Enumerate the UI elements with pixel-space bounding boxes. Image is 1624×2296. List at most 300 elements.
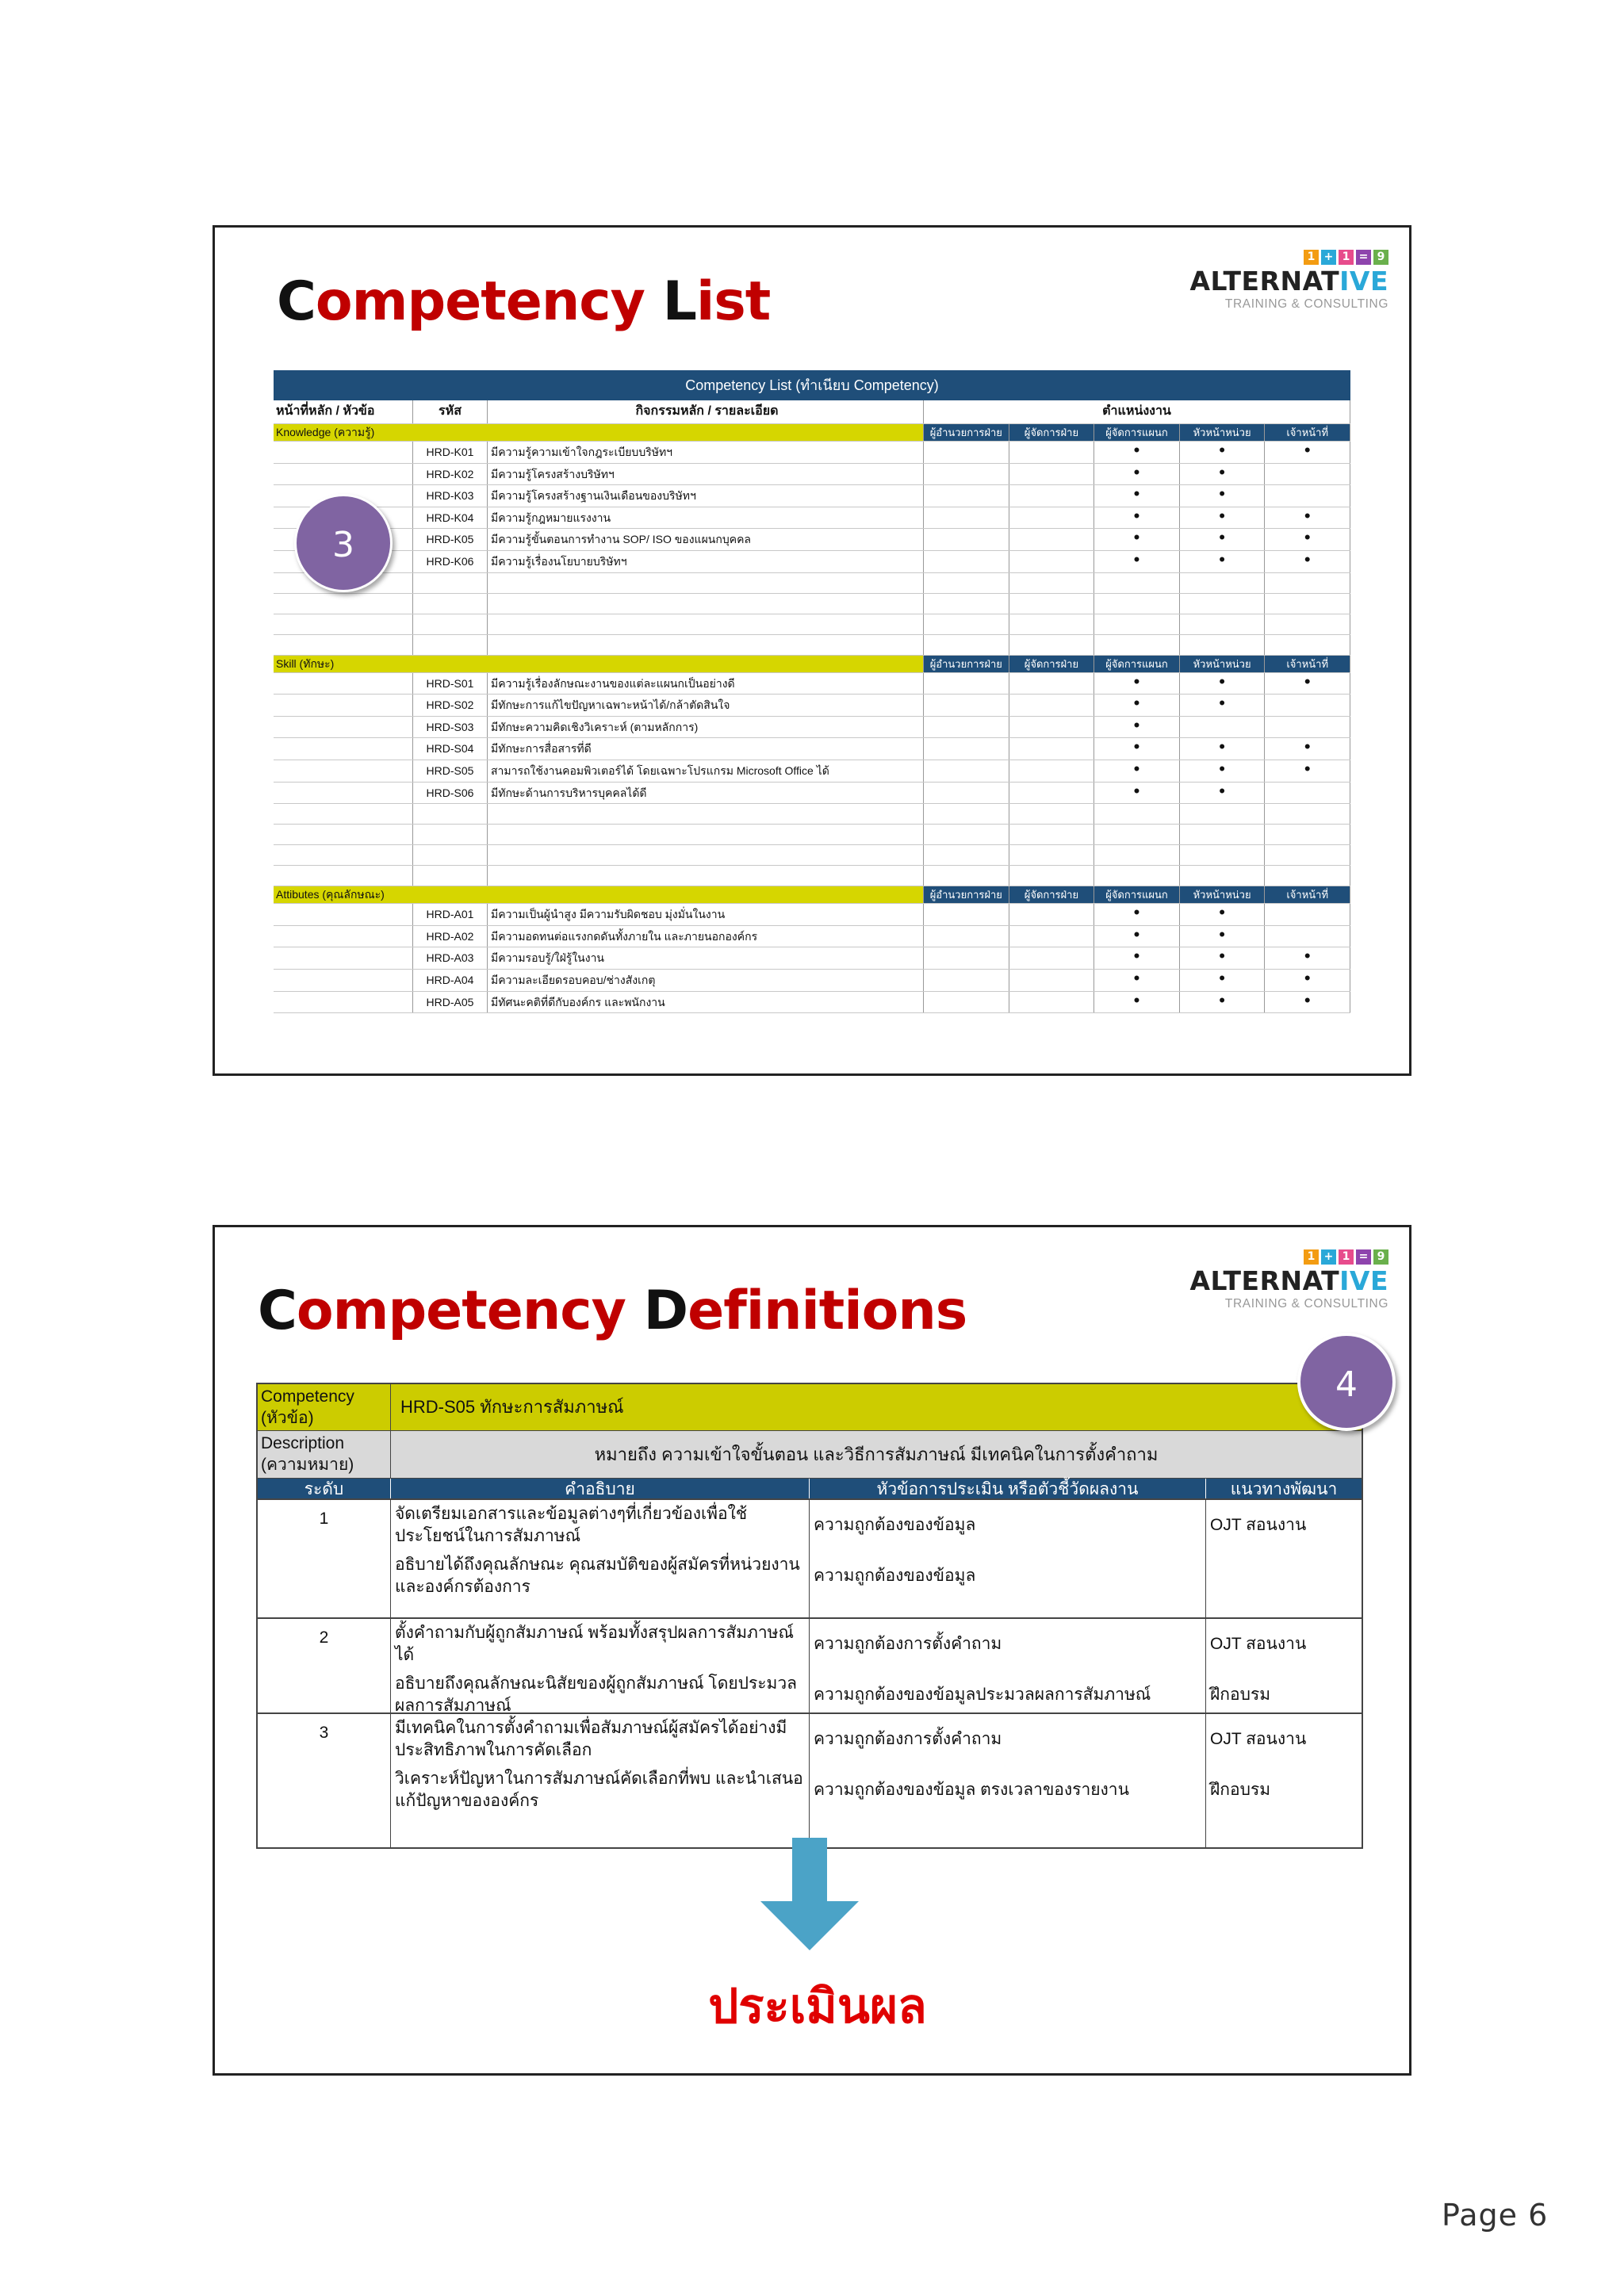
competency-label: Competency (หัวข้อ) [258, 1384, 391, 1430]
blank-cell [1094, 614, 1180, 634]
bullet-mark: • [1219, 782, 1225, 801]
position-header: ผู้จัดการแผนก [1094, 886, 1180, 903]
position-cell [924, 442, 1009, 463]
blank-cell [413, 635, 488, 655]
area-cell [274, 783, 413, 804]
logo-box: 1 [1339, 250, 1354, 265]
table-row [274, 673, 1350, 695]
position-cell [1180, 760, 1266, 782]
header-area: หน้าที่หลัก / หัวข้อ [274, 400, 413, 423]
position-cell [1265, 783, 1350, 804]
blank-cell [1009, 825, 1095, 844]
logo-subtitle: TRAINING & CONSULTING [1224, 297, 1388, 311]
position-cell [1265, 464, 1350, 485]
position-header: ผู้จัดการฝ่าย [1009, 656, 1095, 672]
table-banner: Competency List (ทำเนียบ Competency) [274, 370, 1350, 400]
area-cell [274, 738, 413, 760]
position-cell [1265, 760, 1350, 782]
activity-cell: มีความรู้เรื่องนโยบายบริษัทฯ [488, 551, 924, 572]
bullet-mark: • [1219, 947, 1225, 966]
blank-cell [1009, 804, 1095, 824]
table-row [274, 485, 1350, 507]
position-cell [924, 970, 1009, 991]
table-row [274, 904, 1350, 926]
criteria-cell-text: ความถูกต้องการตั้งคำถาม [814, 1635, 1002, 1653]
bullet-mark: • [1133, 969, 1140, 988]
position-cell [1265, 970, 1350, 991]
bullet-mark: • [1304, 760, 1311, 779]
category-row [274, 424, 1350, 442]
blank-row [274, 635, 1350, 656]
blank-cell [1094, 594, 1180, 614]
activity-cell: มีความเป็นผู้นำสูง มีความรับผิดชอบ มุ่งมั่นในงาน [488, 904, 924, 925]
criteria-cell-text: ความถูกต้องของข้อมูล [814, 1567, 976, 1585]
development-cell-text [1210, 1554, 1358, 1598]
step-badge: 4 [1297, 1333, 1396, 1431]
activity-cell: มีความรู้ความเข้าใจกฎระเบียบบริษัทฯ [488, 442, 924, 463]
position-cell [1180, 464, 1266, 485]
description-cell-text: อธิบายถึงคุณลักษณะนิสัยของผู้ถูกสัมภาษณ์ โดยประมวลผลการสัมภาษณ์ [395, 1674, 798, 1715]
code-cell: HRD-A04 [413, 970, 488, 991]
bullet-mark: • [1133, 550, 1140, 569]
area-cell [274, 970, 413, 991]
position-header: ผู้จัดการแผนก [1094, 656, 1180, 672]
blank-cell [488, 866, 924, 886]
position-cell [1180, 970, 1266, 991]
bullet-mark: • [1304, 442, 1311, 460]
criteria-cell [810, 1619, 1206, 1712]
bullet-mark: • [1304, 738, 1311, 757]
bullet-mark: • [1133, 529, 1140, 548]
position-cell [1265, 904, 1350, 925]
blank-cell [274, 594, 413, 614]
bullet-mark: • [1133, 463, 1140, 482]
code-cell: HRD-A02 [413, 926, 488, 947]
activity-cell: มีความละเอียดรอบคอบ/ช่างสังเกตุ [488, 970, 924, 991]
area-cell [274, 992, 413, 1013]
code-cell: HRD-K04 [413, 507, 488, 529]
definition-body [256, 1500, 1363, 1849]
competency-row [256, 1383, 1363, 1430]
bullet-mark: • [1219, 904, 1225, 923]
blank-row [274, 845, 1350, 866]
bullet-mark: • [1133, 695, 1140, 714]
position-cell [1265, 551, 1350, 572]
position-cell [1265, 738, 1350, 760]
blank-cell [1009, 635, 1095, 655]
down-arrow-icon [760, 1838, 859, 1950]
bullet-mark: • [1133, 904, 1140, 923]
logo-box: 9 [1373, 1249, 1388, 1265]
position-cell [1009, 507, 1095, 529]
position-cell [1265, 695, 1350, 716]
position-cell [1180, 507, 1266, 529]
blank-cell [274, 866, 413, 886]
position-cell [1009, 485, 1095, 507]
logo-subtitle: TRAINING & CONSULTING [1224, 1297, 1388, 1311]
blank-cell [1265, 804, 1350, 824]
activity-cell: มีความอดทนต่อแรงกดดันทั้งภายใน และภายนอกองค์กร [488, 926, 924, 947]
position-cell [1009, 695, 1095, 716]
table-row [274, 760, 1350, 783]
code-cell: HRD-A03 [413, 947, 488, 969]
bullet-mark: • [1219, 507, 1225, 526]
area-cell [274, 926, 413, 947]
table-row [274, 970, 1350, 992]
blank-cell [924, 635, 1009, 655]
activity-cell: มีความรู้โครงสร้างฐานเงินเดือนของบริษัทฯ [488, 485, 924, 507]
blank-row [274, 866, 1350, 886]
logo-box: = [1356, 250, 1371, 265]
title-initial: C [258, 1280, 297, 1342]
position-header: หัวหน้าหน่วย [1180, 656, 1266, 672]
blank-cell [1265, 635, 1350, 655]
bullet-mark: • [1133, 738, 1140, 757]
blank-cell [1180, 594, 1266, 614]
blank-cell [1009, 866, 1095, 886]
position-cell [924, 551, 1009, 572]
blank-cell [1180, 635, 1266, 655]
level-row [256, 1619, 1363, 1714]
table-row [274, 992, 1350, 1014]
bullet-mark: • [1219, 485, 1225, 504]
position-cell [924, 926, 1009, 947]
description-cell [391, 1500, 810, 1617]
position-cell [1265, 717, 1350, 738]
title-rest-2: ist [695, 270, 771, 333]
logo-wordmark: ALTERNATIVE [1189, 1265, 1388, 1296]
bullet-mark: • [1219, 529, 1225, 548]
logo-number-boxes [1304, 1249, 1388, 1265]
position-cell [1180, 926, 1266, 947]
blank-cell [1009, 573, 1095, 593]
position-cell [1094, 783, 1180, 804]
position-cell [924, 947, 1009, 969]
position-cell [1009, 760, 1095, 782]
blank-cell [924, 866, 1009, 886]
position-cell [1265, 947, 1350, 969]
development-cell-text: OJT สอนงาน [1210, 1516, 1307, 1534]
blank-cell [488, 845, 924, 865]
position-cell [1009, 926, 1095, 947]
blank-cell [1009, 594, 1095, 614]
blank-cell [924, 845, 1009, 865]
table-row [274, 442, 1350, 464]
level-cell: 2 [258, 1619, 391, 1712]
position-cell [1094, 529, 1180, 550]
blank-cell [1094, 804, 1180, 824]
code-cell: HRD-S03 [413, 717, 488, 738]
header-criteria: หัวข้อการประเมิน หรือตัวชี้วัดผลงาน [810, 1479, 1206, 1498]
header-positions: ตำแหน่งงาน [924, 400, 1350, 423]
position-cell [1009, 904, 1095, 925]
blank-cell [413, 614, 488, 634]
blank-cell [488, 614, 924, 634]
blank-cell [488, 635, 924, 655]
blank-cell [488, 594, 924, 614]
table-row [274, 717, 1350, 739]
bullet-mark: • [1219, 969, 1225, 988]
position-cell [1009, 464, 1095, 485]
blank-cell [924, 804, 1009, 824]
position-cell [1094, 717, 1180, 738]
table-row [274, 464, 1350, 486]
bullet-mark: • [1219, 463, 1225, 482]
blank-cell [1265, 614, 1350, 634]
position-cell [924, 760, 1009, 782]
code-cell: HRD-S06 [413, 783, 488, 804]
code-cell: HRD-K06 [413, 551, 488, 572]
position-cell [1265, 673, 1350, 695]
criteria-cell [810, 1500, 1206, 1617]
blank-row [274, 825, 1350, 845]
activity-cell: มีทักษะด้านการบริหารบุคคลได้ดี [488, 783, 924, 804]
criteria-cell-text: ความถูกต้องของข้อมูล [814, 1516, 976, 1534]
position-cell [1094, 507, 1180, 529]
blank-cell [413, 825, 488, 844]
blank-cell [413, 573, 488, 593]
title-initial-2: D [643, 1280, 688, 1342]
bullet-mark: • [1133, 925, 1140, 944]
activity-cell: มีความรอบรู้/ใฝ่รู้ในงาน [488, 947, 924, 969]
company-logo [1189, 250, 1392, 313]
logo-box: + [1321, 250, 1336, 265]
activity-cell: มีทักษะความคิดเชิงวิเคราะห์ (ตามหลักการ) [488, 717, 924, 738]
code-cell: HRD-S05 [413, 760, 488, 782]
position-cell [1094, 760, 1180, 782]
position-cell [1180, 485, 1266, 507]
category-label: Attibutes (คุณลักษณะ) [274, 886, 924, 903]
blank-cell [413, 845, 488, 865]
criteria-cell [810, 1714, 1206, 1847]
title-rest: ompetency [315, 270, 663, 333]
code-cell: HRD-K03 [413, 485, 488, 507]
code-cell: HRD-A01 [413, 904, 488, 925]
bullet-mark: • [1304, 991, 1311, 1010]
development-cell-text: OJT สอนงาน [1210, 1635, 1307, 1653]
logo-box: = [1356, 1249, 1371, 1265]
blank-cell [488, 825, 924, 844]
code-cell: HRD-K02 [413, 464, 488, 485]
area-cell [274, 673, 413, 695]
activity-cell: มีความรู้โครงสร้างบริษัทฯ [488, 464, 924, 485]
bullet-mark: • [1304, 507, 1311, 526]
code-cell: HRD-K01 [413, 442, 488, 463]
table-body [274, 424, 1350, 1013]
code-cell: HRD-S04 [413, 738, 488, 760]
blank-cell [1180, 804, 1266, 824]
bullet-mark: • [1133, 760, 1140, 779]
position-cell [1094, 992, 1180, 1013]
position-header: ผู้อำนวยการฝ่าย [924, 424, 1009, 441]
description-label: Description (ความหมาย) [258, 1431, 391, 1478]
table-row [274, 738, 1350, 760]
description-cell [391, 1714, 810, 1847]
blank-row [274, 594, 1350, 614]
description-cell-text: จัดเตรียมเอกสารและข้อมูลต่างๆที่เกี่ยวข้องเพื่อใช้ประโยชน์ในการสัมภาษณ์ [395, 1505, 748, 1545]
competency-list-table [274, 370, 1350, 1020]
bullet-mark: • [1304, 672, 1311, 691]
logo-number-boxes [1304, 250, 1388, 265]
blank-row [274, 804, 1350, 825]
blank-cell [274, 635, 413, 655]
table-row [274, 947, 1350, 970]
position-cell [1009, 947, 1095, 969]
area-cell [274, 442, 413, 463]
evaluation-label: ประเมินผล [708, 1979, 927, 2034]
position-cell [1094, 947, 1180, 969]
activity-cell: มีความรู้กฎหมายแรงงาน [488, 507, 924, 529]
blank-cell [1180, 614, 1266, 634]
position-cell [1180, 442, 1266, 463]
table-row [274, 783, 1350, 805]
position-cell [1265, 926, 1350, 947]
description-cell-text: วิเคราะห์ปัญหาในการสัมภาษณ์คัดเลือกที่พบ และนำเสนอแก้ปัญหาขององค์กร [395, 1770, 803, 1810]
blank-cell [1265, 825, 1350, 844]
blank-cell [1094, 635, 1180, 655]
position-cell [1009, 783, 1095, 804]
development-cell-text: OJT สอนงาน [1210, 1730, 1307, 1748]
blank-cell [1180, 825, 1266, 844]
level-row [256, 1714, 1363, 1849]
bullet-mark: • [1219, 672, 1225, 691]
bullet-mark: • [1219, 760, 1225, 779]
title-initial-2: L [662, 270, 696, 333]
position-cell [924, 673, 1009, 695]
bullet-mark: • [1304, 969, 1311, 988]
position-cell [924, 464, 1009, 485]
position-header: เจ้าหน้าที่ [1265, 424, 1350, 441]
bullet-mark: • [1133, 716, 1140, 735]
code-cell: HRD-A05 [413, 992, 488, 1013]
area-cell [274, 695, 413, 716]
table-row [274, 529, 1350, 551]
table-row [274, 507, 1350, 530]
bullet-mark: • [1304, 529, 1311, 548]
bullet-mark: • [1133, 442, 1140, 460]
bullet-mark: • [1304, 947, 1311, 966]
blank-cell [413, 866, 488, 886]
position-cell [1094, 970, 1180, 991]
bullet-mark: • [1219, 442, 1225, 460]
position-header: ผู้อำนวยการฝ่าย [924, 886, 1009, 903]
category-row [274, 656, 1350, 673]
blank-cell [1265, 845, 1350, 865]
position-header: ผู้อำนวยการฝ่าย [924, 656, 1009, 672]
position-cell [1009, 992, 1095, 1013]
slide-title [258, 1280, 967, 1342]
position-cell [1180, 717, 1266, 738]
header-activity: กิจกรรมหลัก / รายละเอียด [488, 400, 924, 423]
development-cell-text: ฝึกอบรม [1210, 1781, 1271, 1799]
blank-cell [274, 804, 413, 824]
blank-cell [924, 825, 1009, 844]
blank-cell [1009, 845, 1095, 865]
criteria-cell-text: ความถูกต้องการตั้งคำถาม [814, 1730, 1002, 1748]
blank-cell [1265, 594, 1350, 614]
bullet-mark: • [1219, 550, 1225, 569]
bullet-mark: • [1219, 925, 1225, 944]
position-cell [1265, 507, 1350, 529]
blank-cell [924, 573, 1009, 593]
blank-cell [1180, 573, 1266, 593]
blank-cell [1265, 573, 1350, 593]
blank-cell [413, 594, 488, 614]
header-code: รหัส [413, 400, 488, 423]
position-cell [1265, 485, 1350, 507]
description-cell [391, 1619, 810, 1715]
logo-box: 1 [1339, 1249, 1354, 1265]
level-cell: 3 [258, 1714, 391, 1847]
category-row [274, 886, 1350, 904]
position-cell [1009, 738, 1095, 760]
activity-cell: มีทักษะการสื่อสารที่ดี [488, 738, 924, 760]
position-cell [1009, 717, 1095, 738]
criteria-cell-text: ความถูกต้องของข้อมูลประมวลผลการสัมภาษณ์ [814, 1686, 1151, 1704]
description-value: หมายถึง ความเข้าใจขั้นตอน และวิธีการสัมภาษณ์ มีเทคนิคในการตั้งคำถาม [594, 1445, 1159, 1464]
logo-box: 1 [1304, 1249, 1319, 1265]
position-header: หัวหน้าหน่วย [1180, 886, 1266, 903]
step-badge: 3 [294, 494, 393, 592]
activity-cell: มีความรู้เรื่องลักษณะงานของแต่ละแผนกเป็นอย่างดี [488, 673, 924, 695]
position-cell [1094, 738, 1180, 760]
logo-box: + [1321, 1249, 1336, 1265]
category-label: Knowledge (ความรู้) [274, 424, 924, 441]
area-cell [274, 947, 413, 969]
position-cell [924, 738, 1009, 760]
blank-cell [274, 825, 413, 844]
title-initial: C [277, 270, 316, 333]
position-cell [1094, 551, 1180, 572]
competency-definition-table [256, 1383, 1363, 1849]
position-cell [1180, 673, 1266, 695]
position-cell [1009, 970, 1095, 991]
position-cell [924, 904, 1009, 925]
position-cell [1009, 551, 1095, 572]
bullet-mark: • [1133, 947, 1140, 966]
table-header-row [274, 400, 1350, 424]
slide-title [277, 270, 770, 333]
blank-row [274, 573, 1350, 594]
development-cell [1206, 1500, 1362, 1617]
bullet-mark: • [1133, 782, 1140, 801]
blank-cell [274, 614, 413, 634]
header-development: แนวทางพัฒนา [1230, 1480, 1338, 1498]
area-cell [274, 904, 413, 925]
logo-box: 9 [1373, 250, 1388, 265]
position-cell [924, 485, 1009, 507]
title-rest-2: efinitions [688, 1280, 967, 1342]
code-cell: HRD-S01 [413, 673, 488, 695]
position-cell [1009, 673, 1095, 695]
title-rest: ompetency [296, 1280, 644, 1342]
table-row [274, 695, 1350, 717]
position-cell [1180, 738, 1266, 760]
position-cell [1180, 529, 1266, 550]
activity-cell: มีทักษะการแก้ไขปัญหาเฉพาะหน้าได้/กล้าตัดสินใจ [488, 695, 924, 716]
slide-competency-definitions [213, 1225, 1411, 2076]
position-cell [924, 507, 1009, 529]
description-cell-text: มีเทคนิคในการตั้งคำถามเพื่อสัมภาษณ์ผู้สมัครได้อย่างมีประสิทธิภาพในการคัดเลือก [395, 1719, 787, 1759]
description-cell-text: ตั้งคำถามกับผู้ถูกสัมภาษณ์ พร้อมทั้งสรุปผลการสัมภาษณ์ได้ [395, 1624, 794, 1664]
position-cell [1180, 783, 1266, 804]
blank-cell [1094, 825, 1180, 844]
blank-cell [924, 614, 1009, 634]
blank-cell [1094, 866, 1180, 886]
page-number: Page 6 [1442, 2198, 1549, 2233]
position-cell [1265, 442, 1350, 463]
position-header: เจ้าหน้าที่ [1265, 656, 1350, 672]
